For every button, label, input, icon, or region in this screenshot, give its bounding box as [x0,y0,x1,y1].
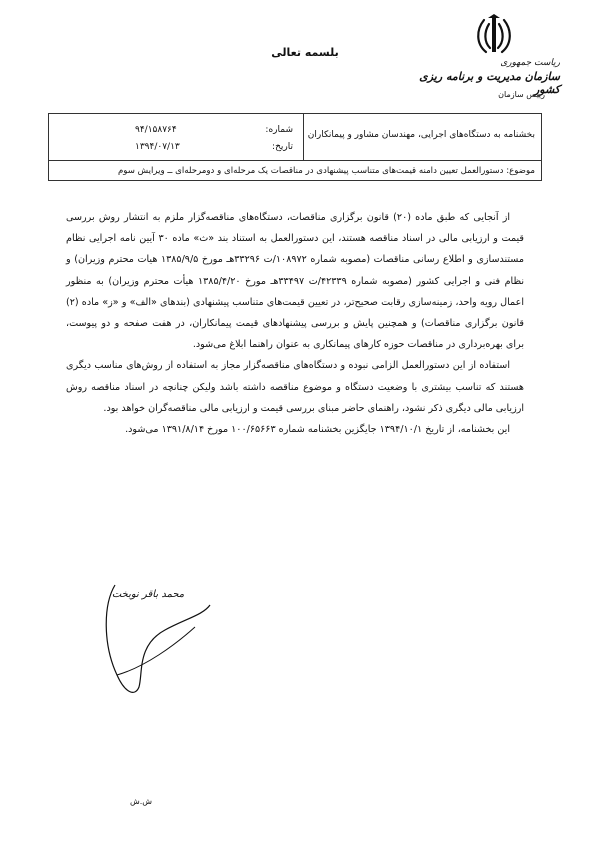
number-label: شماره: [265,125,293,135]
box-horizontal-divider [49,160,541,161]
basmala-heading: بلسمه تعالی [271,46,339,59]
letter-number: ۹۴/۱۵۸۷۶۴ [135,125,177,135]
iran-emblem-logo [470,12,518,60]
letter-body [66,207,524,440]
body-paragraph: استفاده از این دستورالعمل الزامی نبوده و دستگاه‌های مناقصه‌گزار مجاز به استفاده از روش‌های مناسب دیگری هستند که تناسب بیشتری با وضعیت دستگاه و موضوع مناقصه داشته باشد ولیکن چنانچه در اسناد مناقصه روش ارزیابی مالی دیگری ذکر نشود، راهنمای حاضر مبنای بررسی قیمت و ارزیابی مالی مناقصه‌گران خواهد بود. [66,360,524,414]
subject-line: موضوع: دستورالعمل تعیین دامنه قیمت‌های متناسب پیشنهادی در مناقصات یک مرحله‌ای و دومرحله‌ای ــ ویرایش سوم [117,166,535,176]
date-label: تاریخ: [272,142,293,152]
box-vertical-divider [303,114,304,160]
signatory-name: محمد باقر نوبخت [111,589,185,600]
footer-initials: ش.ش [130,797,153,806]
letter-info-box [48,113,542,181]
recipient-line: بخشنامه به دستگاه‌های اجرایی، مهندسان مشاور و پیمانکاران [307,130,535,140]
body-paragraph: از آنجایی که طبق ماده (۲۰) قانون برگزاری مناقصات، دستگاه‌های مناقصه‌گزار ملزم به انتشار روش بررسی قیمت و ارزیابی مالی در اسناد مناقصه هستند، این دستورالعمل به استناد بند «ث» ماده ۳۰ آیین نامه اجرایی نظام مستندسازی و اطلاع رسانی مناقصات (مصوبه شماره ۱۰۸۹۷۲/ت ۳۳۲۹۶هـ مورخ ۱۳۸۵/۹/۵ هیات محترم وزیران) و نظام فنی و اجرایی کشور (مصوبه شماره ۴۲۳۳۹/ت ۳۳۴۹۷هـ مورخ ۱۳۸۵/۴/۲۰ هیأت محترم وزیران) به منظور اعمال رویه واحد، زمینه‌سازی رقابت صحیح‌تر، در تعیین قیمت‌های متناسب پیشنهادی (بندهای «الف» و «ز» ماده (۲) قانون برگزاری مناقصات) و همچنین پایش و بررسی پیشنهادهای قیمت پیمانکاران، در هفت صفحه و دو پیوست، برای بهره‌برداری در مناقصات حوزه کارهای پیمانکاری به عنوان راهنما ابلاغ می‌شود. [66,212,525,351]
organization-name: سازمان مدیریت و برنامه ریزی کشور [419,70,560,96]
org-president-label: ریاست جمهوری [500,58,560,68]
organization-head-title: رییس سازمان [498,90,545,99]
letter-date: ۱۳۹۴/۰۷/۱۳ [135,142,180,152]
body-paragraph: این بخشنامه، از تاریخ ۱۳۹۴/۱۰/۱ جایگزین بخشنامه شماره ۱۰۰/۶۵۶۶۳ مورخ ۱۳۹۱/۸/۱۴ می‌شود. [125,424,510,436]
